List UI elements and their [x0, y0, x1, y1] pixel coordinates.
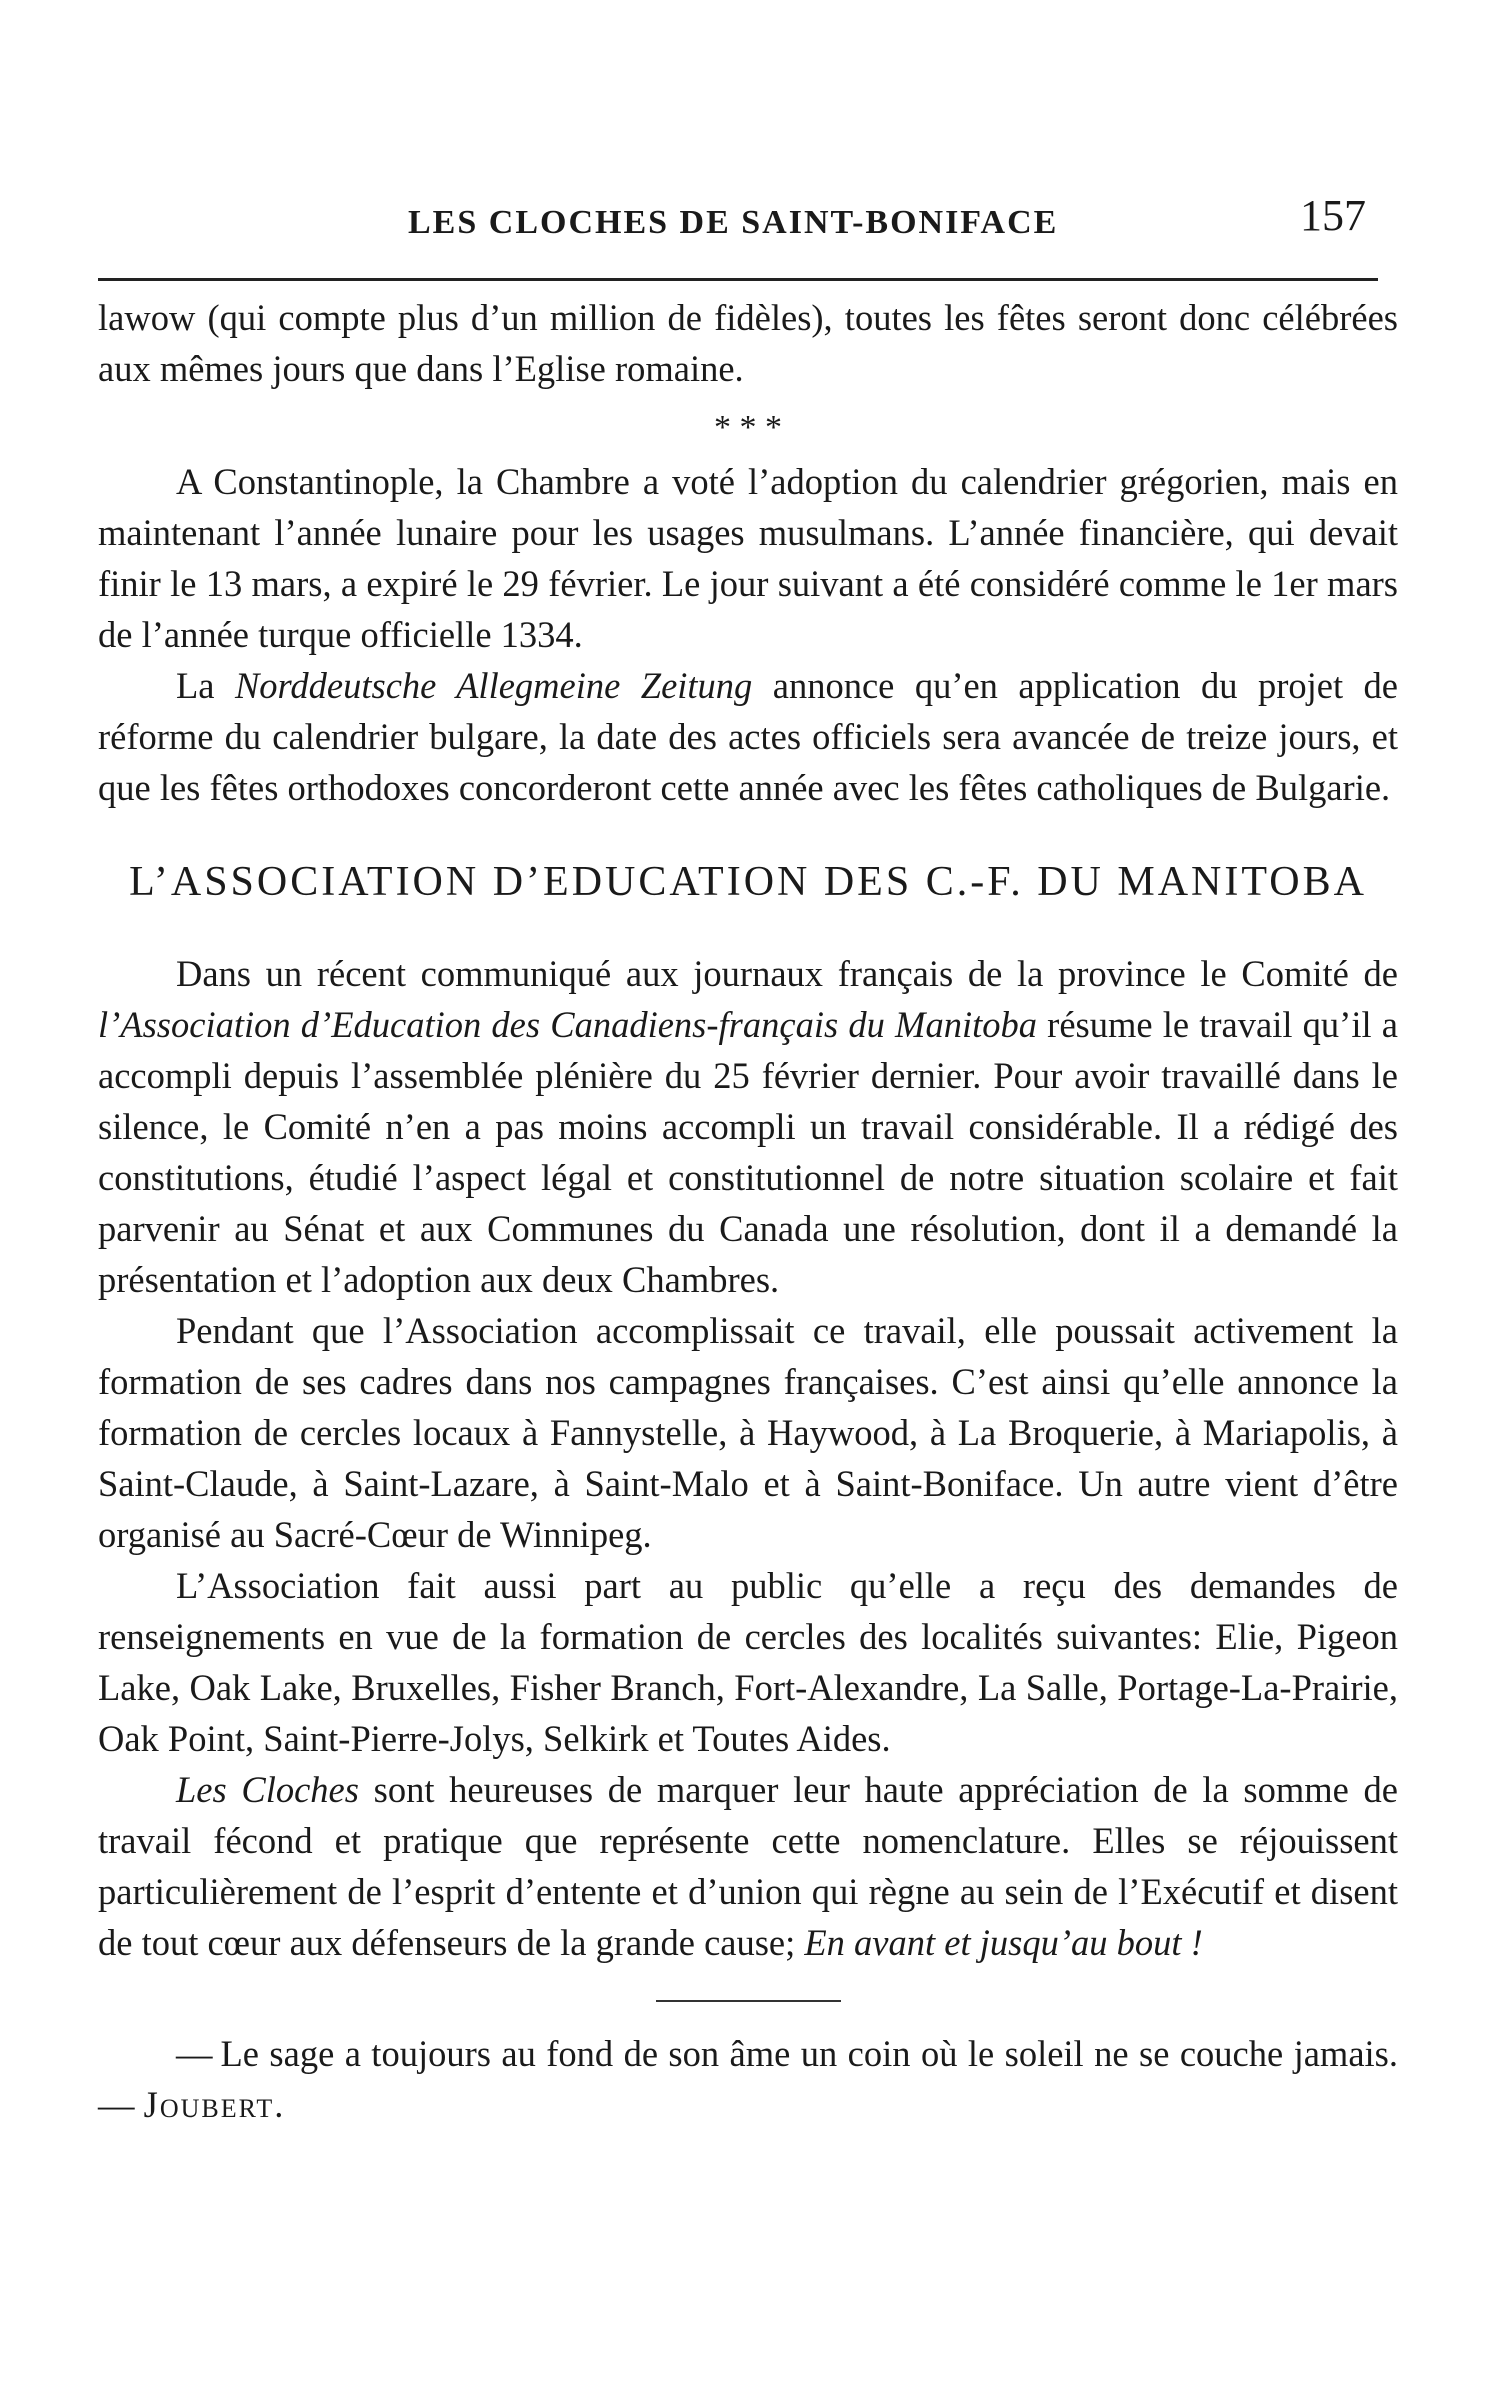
section-heading: L’ASSOCIATION D’EDUCATION DES C.-F. DU MANITOBA: [129, 859, 1367, 905]
paragraph-constantinople: A Constantinople, la Chambre a voté l’adoption du calendrier grégorien, mais en maintenant l’année lunaire pour les usages musulmans. L’année financière, qui devait finir le 13 mars, a expiré le 29 février. Le jour suivant a été considéré comme le 1er mars de l’année turque officielle 1334.: [98, 461, 1398, 655]
newspaper-title: Norddeutsche Allegmeine Zeitung: [234, 665, 753, 706]
paragraph-requests: L’Association fait aussi part au public qu’elle a reçu des demandes de renseignements en vue de la formation de cercles des localités suivantes: Elie, Pigeon Lake, Oak Lake, Bruxelles, Fisher Branch, Fort-Alexandre, La Salle, Portage-La-Prairie, Oak Point, Saint-Pierre-Jolys, Selkirk et Toutes Aides.: [98, 1565, 1398, 1759]
quote-dash: —: [176, 2033, 213, 2074]
text-run: annonce qu’en application du projet de réforme du calendrier bulgare, la date des actes officiels sera avancée de treize jours, et que les fêtes orthodoxes concorderont cette année avec les fêtes catholiques de Bulgarie.: [98, 665, 1398, 808]
paragraph-communique: [98, 948, 1398, 1305]
running-title: LES CLOCHES DE SAINT-BONIFACE: [408, 204, 1059, 241]
paragraph-continuation: lawow (qui compte plus d’un million de fidèles), toutes les fêtes seront donc célébrées aux mêmes jours que dans l’Eglise romaine.: [98, 297, 1398, 389]
quote-text: Le sage a toujours au fond de son âme un coin où le soleil ne se couche jamais. —: [98, 2033, 1398, 2125]
divider-rule: [656, 2000, 841, 2002]
publication-name: Les Cloches: [176, 1769, 359, 1810]
page-number: 157: [1300, 191, 1366, 240]
motto: En avant et jusqu’au bout !: [804, 1922, 1203, 1963]
quote-author: Joubert.: [143, 2084, 286, 2125]
header-rule: [98, 278, 1378, 281]
closing-quote: [98, 2028, 1398, 2130]
running-header: [98, 190, 1388, 260]
section-separator: * * *: [714, 409, 782, 446]
text-run: résume le travail qu’il a accompli depuis l’assemblée plénière du 25 février dernier. Pour avoir travaillé dans le silence, le Comité n’en a pas moins accompli un travail considérable. Il a rédigé des constitutions, étudié l’aspect légal et constitutionnel de notre situation scolaire et fait parvenir au Sénat et aux Communes du Canada une résolution, dont il a demandé la présentation et l’adoption aux deux Chambres.: [98, 1004, 1398, 1300]
association-name: l’Association d’Education des Canadiens-français du Manitoba: [98, 1004, 1037, 1045]
page-body: [98, 292, 1398, 2130]
paragraph-bulgaria: [98, 660, 1398, 813]
text-run: La: [176, 665, 235, 706]
text-run: Dans un récent communiqué aux journaux français de la province le Comité de: [176, 953, 1398, 994]
paragraph-local-circles: Pendant que l’Association accomplissait ce travail, elle poussait activement la formation de ses cadres dans nos campagnes françaises. C’est ainsi qu’elle annonce la formation de cercles locaux à Fannystelle, à Haywood, à La Broquerie, à Mariapolis, à Saint-Claude, à Saint-Lazare, à Saint-Malo et à Saint-Boniface. Un autre vient d’être organisé au Sacré-Cœur de Winnipeg.: [98, 1310, 1398, 1555]
paragraph-appreciation: [98, 1764, 1398, 1968]
text-run: sont heureuses de marquer leur haute appréciation de la somme de travail fécond et pratique que représente cette nomenclature. Elles se réjouissent particulièrement de l’esprit d’entente et d’union qui règne au sein de l’Exécutif et disent de tout cœur aux défenseurs de la grande cause;: [98, 1769, 1398, 1963]
